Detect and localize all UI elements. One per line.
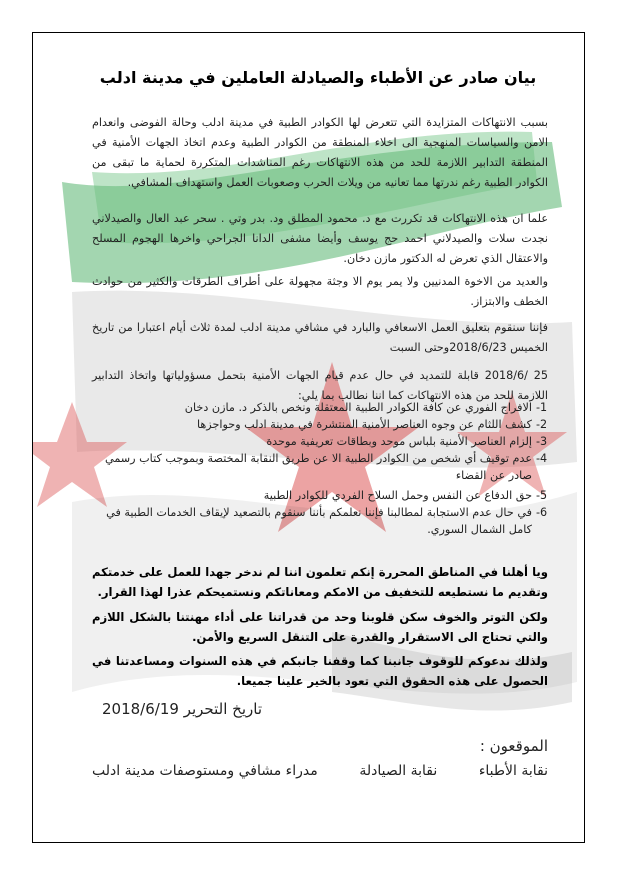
signatory-doctors-syndicate: نقابة الأطباء (478, 763, 548, 779)
list-item-text: في حال عدم الاستجابة لمطالبنا فإننا نعلمكم بأننا سنقوم بالتصعيد لإيقاف الخدمات الطبية في كامل الشمال السوري. (106, 506, 532, 536)
paragraph-1: بسبب الانتهاكات المتزايدة التي تتعرض لها الكوادر الطبية في مدينة ادلب وحالة الفوضى وانعدام الامن والسياسات المنهجية الى اخلاء المنطقة من الكوادر الطبية وعدم اتخاذ الجهات الأمنية في المنطقة التدابير اللازمة للحد من هذه الانتهاكات رغم المناشدات المتكررة لحماية ما تبقى من الكوادر الطبية رغم ندرتها مما تعانيه من ويلات الحرب وصعوبات العمل واستهداف المشافي. (92, 116, 548, 189)
list-item (92, 417, 548, 434)
list-item (92, 451, 548, 488)
list-item (92, 400, 548, 417)
list-item-number: -4 (536, 452, 548, 465)
document-title: بيان صادر عن الأطباء والصيادلة العاملين في مدينة ادلب (99, 68, 537, 87)
list-item-number: -1 (536, 401, 548, 414)
list-item-number: -6 (536, 506, 548, 519)
bold-paragraph-3: ولذلك ندعوكم للوقوف جانبنا كما وقفنا جانبكم في هذه السنوات ومساعدتنا في الحصول على هذه الحقوق التي تعود بالخير علينا جميعا. (92, 654, 548, 688)
issue-date-label: تاريخ التحرير (183, 700, 262, 718)
demands-list (92, 400, 558, 542)
signatory-hospital-directors: مدراء مشافي ومستوصفات مدينة ادلب (92, 763, 318, 779)
issue-date (92, 700, 262, 718)
list-item (92, 434, 548, 451)
signatory-pharmacists-syndicate: نقابة الصيادلة (359, 763, 438, 779)
paragraph-4: فإننا سنقوم بتعليق العمل الاسعافي والبارد في مشافي مدينة ادلب لمدة ثلاث أيام اعتبارا من تاريخ الخميس 2018/6/23وحتى السبت (92, 321, 548, 354)
paragraph-3: والعديد من الاخوة المدنيين ولا يمر يوم الا وجثة مجهولة على أطراف الطرقات والكثير من حوادث الخطف والابتزاز. (92, 275, 548, 308)
list-item (92, 505, 548, 542)
paragraph-2: علما ان هذه الانتهاكات قد تكررت مع د. محمود المطلق ود. بدر وتي . سحر عبد العال والصيدلاني نجدت سلات والصيدلاني احمد حج يوسف وأيضا مشفى الدانا الجراحي واخرها الهجوم المسلح والاعتقال الذي تعرض له الدكتور مازن دخان. (92, 212, 548, 265)
bold-paragraph-2: ولكن التوتر والخوف سكن قلوبنا وحد من قدراتنا على أداء مهنتنا بالشكل اللازم والتي تحتاج الى الاستقرار والقدرة على التنقل السريع والأمن. (92, 610, 548, 644)
list-item-number: -3 (536, 435, 548, 448)
list-item-text: إلزام العناصر الأمنية بلباس موحد وبطاقات تعريفية موحدة (266, 435, 532, 448)
list-item (92, 488, 548, 505)
list-item-text: عدم توقيف أي شخص من الكوادر الطبية الا عن طريق النقابة المختصة وبموجب كتاب رسمي صادر عن القضاء (105, 452, 532, 482)
list-item-text: كشف اللثام عن وجوه العناصر الأمنية المنتشرة في مدينة ادلب وحواجزها (197, 418, 532, 431)
signatories-list (92, 763, 548, 779)
list-item-text: الافراج الفوري عن كافة الكوادر الطبية المعتقلة ونخص بالذكر د. مازن دخان (184, 401, 532, 414)
issue-date-value: 2018/6/19 (102, 700, 179, 718)
signatories-label: الموقعون : (479, 737, 548, 755)
list-item-text: حق الدفاع عن النفس وحمل السلاح الفردي للكوادر الطبية (263, 489, 532, 502)
list-item-number: -5 (536, 489, 548, 502)
paragraph-5: 25 /2018/6 قابلة للتمديد في حال عدم قيام الجهات الأمنية بتحمل مسؤولياتها واتخاذ التدابير اللازمة للحد من هذه الانتهاكات كما اننا نطالب بما يلي: (92, 369, 548, 402)
list-item-number: -2 (536, 418, 548, 431)
bold-paragraph-1: ويا أهلنا في المناطق المحررة إنكم تعلمون اننا لم ندخر جهدا للعمل على خدمتكم وتقديم ما نستطيعه للتخفيف من الامكم ومعاناتكم ونستميحكم عذرا لهذا القرار. (92, 565, 548, 599)
